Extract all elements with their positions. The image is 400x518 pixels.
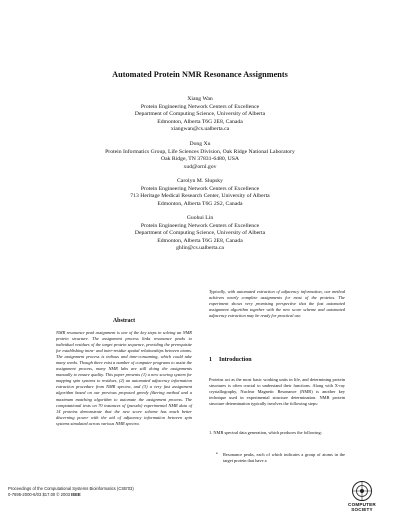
introduction-heading bbox=[209, 357, 252, 363]
proceedings-line: Proceedings of the Computational Systems Bioinformatics (CSB'03) bbox=[8, 486, 134, 491]
computer-society-emblem-icon bbox=[347, 480, 377, 502]
author-affiliation: Department of Computing Science, University of Alberta bbox=[134, 111, 266, 118]
author-affiliation: Protein Engineering Network Centers of Excellence bbox=[140, 185, 260, 192]
author-name: Xiang Wan bbox=[187, 96, 213, 102]
abstract-text: NMR resonance peak assignment is one of the key steps in solving an NMR protein structure. The assignment process links resonance peaks to individual residues of the target protein sequence, providing the prerequisite for establishing intra- and inter-residue spatial relationships between atoms. The assignment process is tedious and time-consuming, which could take many weeks. Though there exist a number of computer programs to assist the assignment process, many NMR labs are still doing the assignments manually to ensure quality. This paper presents (1) a new scoring system for mapping spin systems to residues, (2) an automated adjacency information extraction procedure from NMR spectra, and (3) a very fast assignment algorithm based on our previous proposed greedy filtering method and a maximum matching algorithm to automate the assignment process. The computational tests on 70 instances of (pseudo) experimental NMR data of 14 proteins demonstrate that the new score scheme has much better discerning power with the aid of adjacency information between spin systems simulated across various NMR spectra. bbox=[56, 330, 192, 426]
abstract-text-continued: Typically, with automated extraction of adjacency information, our method achieves nearly complete assignments for most of the proteins. The experiment shows very promising perspective that the fast automated assignment algorithm together with the new score scheme and automated adjacency extraction may be ready for practical use. bbox=[209, 289, 345, 319]
author-block-3 bbox=[0, 178, 400, 208]
author-block-2 bbox=[0, 141, 400, 171]
author-address: Edmonton, Alberta T6G 2E8, Canada bbox=[157, 237, 243, 244]
introduction-paragraph: Proteins act as the most basic working units in life, and determining protein structures is often crucial to understand their functions. Along with X-ray crystallography, Nuclear Magnetic Resonance (NMR) is another key technique used in experimental structure determination. NMR protein structure determination typically involves the following steps: bbox=[209, 377, 345, 407]
bullet-icon: • bbox=[216, 452, 218, 457]
author-email: xud@ornl.gov bbox=[183, 163, 217, 170]
author-address: Oak Ridge, TN 37831-6480, USA bbox=[161, 156, 239, 163]
author-block-4 bbox=[0, 215, 400, 253]
bullet-item bbox=[216, 452, 345, 464]
author-email: ghlin@cs.ualberta.ca bbox=[176, 245, 224, 252]
abstract-heading: Abstract bbox=[112, 318, 136, 324]
author-name: Carolyn M. Slupsky bbox=[177, 178, 223, 184]
logo-text-line1: COMPUTER bbox=[348, 502, 376, 507]
paper-title: Automated Protein NMR Resonance Assignments bbox=[112, 70, 288, 79]
page-footer bbox=[8, 486, 134, 498]
author-affiliation: Protein Engineering Network Centers of Excellence bbox=[140, 222, 260, 229]
logo-text-line2: SOCIETY bbox=[351, 507, 373, 512]
author-affiliation: Department of Computing Science, University of Alberta bbox=[134, 230, 266, 237]
list-item: 1. NMR spectral data generation, which produces the following: bbox=[209, 430, 322, 435]
author-address: Edmonton, Alberta T6G 2E8, Canada bbox=[157, 118, 243, 125]
computer-society-logo bbox=[347, 480, 377, 514]
ieee-mark: IEEE bbox=[71, 492, 81, 497]
section-title: Introduction bbox=[219, 357, 252, 363]
isbn-price: 0-7695-2000-6/03 $17.00 © 2003 bbox=[8, 492, 70, 497]
copyright-line bbox=[8, 492, 134, 498]
author-address: Edmonton, Alberta T6G 2S2, Canada bbox=[157, 200, 243, 207]
author-email: xiangwan@cs.ualberta.ca bbox=[170, 126, 230, 133]
author-name: Guohui Lin bbox=[186, 215, 214, 221]
author-affiliation: Protein Engineering Network Centers of Excellence bbox=[140, 103, 260, 110]
bullet-text: Resonance peaks, each of which indicates a group of atoms in the target protein that have a bbox=[223, 452, 345, 464]
section-number: 1 bbox=[209, 357, 212, 363]
author-block-1 bbox=[0, 96, 400, 134]
author-name: Dong Xu bbox=[189, 141, 211, 147]
author-affiliation: 713 Heritage Medical Research Center, University of Alberta bbox=[130, 193, 270, 200]
author-affiliation: Protein Informatics Group, Life Sciences Division, Oak Ridge National Laboratory bbox=[105, 148, 295, 155]
